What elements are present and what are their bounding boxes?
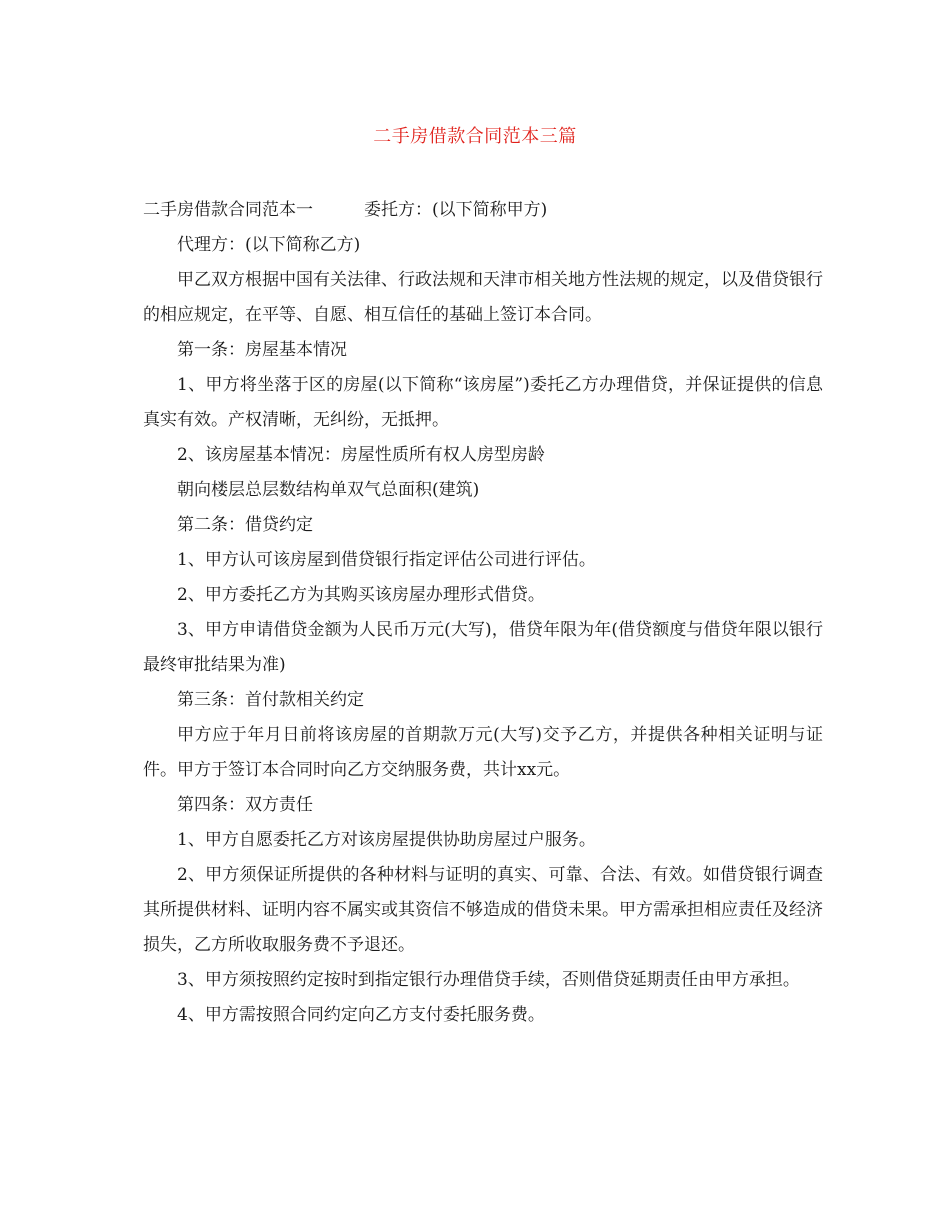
paragraph: 2、甲方须保证所提供的各种材料与证明的真实、可靠、合法、有效。如借贷银行调查其所提供材料、证明内容不属实或其资信不够造成的借贷未果。甲方需承担相应责任及经济损失，乙方所收取服务费不予退还。 [143, 865, 823, 955]
paragraph: 2、该房屋基本情况：房屋性质所有权人房型房龄 [177, 445, 545, 465]
paragraph: 4、甲方需按照合同约定向乙方支付委托服务费。 [177, 1005, 545, 1025]
paragraph: 3、甲方须按照约定按时到指定银行办理借贷手续，否则借贷延期责任由甲方承担。 [177, 970, 800, 990]
paragraph: 1、甲方将坐落于区的房屋(以下简称“该房屋”)委托乙方办理借贷，并保证提供的信息真实有效。产权清晰，无纠纷，无抵押。 [143, 375, 823, 430]
section-heading: 第四条：双方责任 [177, 795, 313, 815]
paragraph: 1、甲方认可该房屋到借贷银行指定评估公司进行评估。 [177, 550, 596, 570]
paragraph: 3、甲方申请借贷金额为人民币万元(大写)，借贷年限为年(借贷额度与借贷年限以银行最终审批结果为准) [143, 620, 823, 675]
paragraph: 1、甲方自愿委托乙方对该房屋提供协助房屋过户服务。 [177, 830, 596, 850]
section-heading: 第三条：首付款相关约定 [177, 690, 364, 710]
paragraph: 二手房借款合同范本一 委托方：(以下简称甲方) [143, 200, 548, 220]
document-title: 二手房借款合同范本三篇 [373, 126, 577, 147]
document-body [143, 193, 823, 1033]
paragraph: 2、甲方委托乙方为其购买该房屋办理形式借贷。 [177, 585, 545, 605]
paragraph: 朝向楼层总层数结构单双气总面积(建筑) [177, 480, 480, 500]
paragraph: 代理方：(以下简称乙方) [177, 235, 361, 255]
paragraph: 甲乙双方根据中国有关法律、行政法规和天津市相关地方性法规的规定，以及借贷银行的相应规定，在平等、自愿、相互信任的基础上签订本合同。 [143, 270, 823, 325]
paragraph: 甲方应于年月日前将该房屋的首期款万元(大写)交予乙方，并提供各种相关证明与证件。甲方于签订本合同时向乙方交纳服务费，共计xx元。 [143, 725, 823, 780]
section-heading: 第一条：房屋基本情况 [177, 340, 347, 360]
section-heading: 第二条：借贷约定 [177, 515, 313, 535]
